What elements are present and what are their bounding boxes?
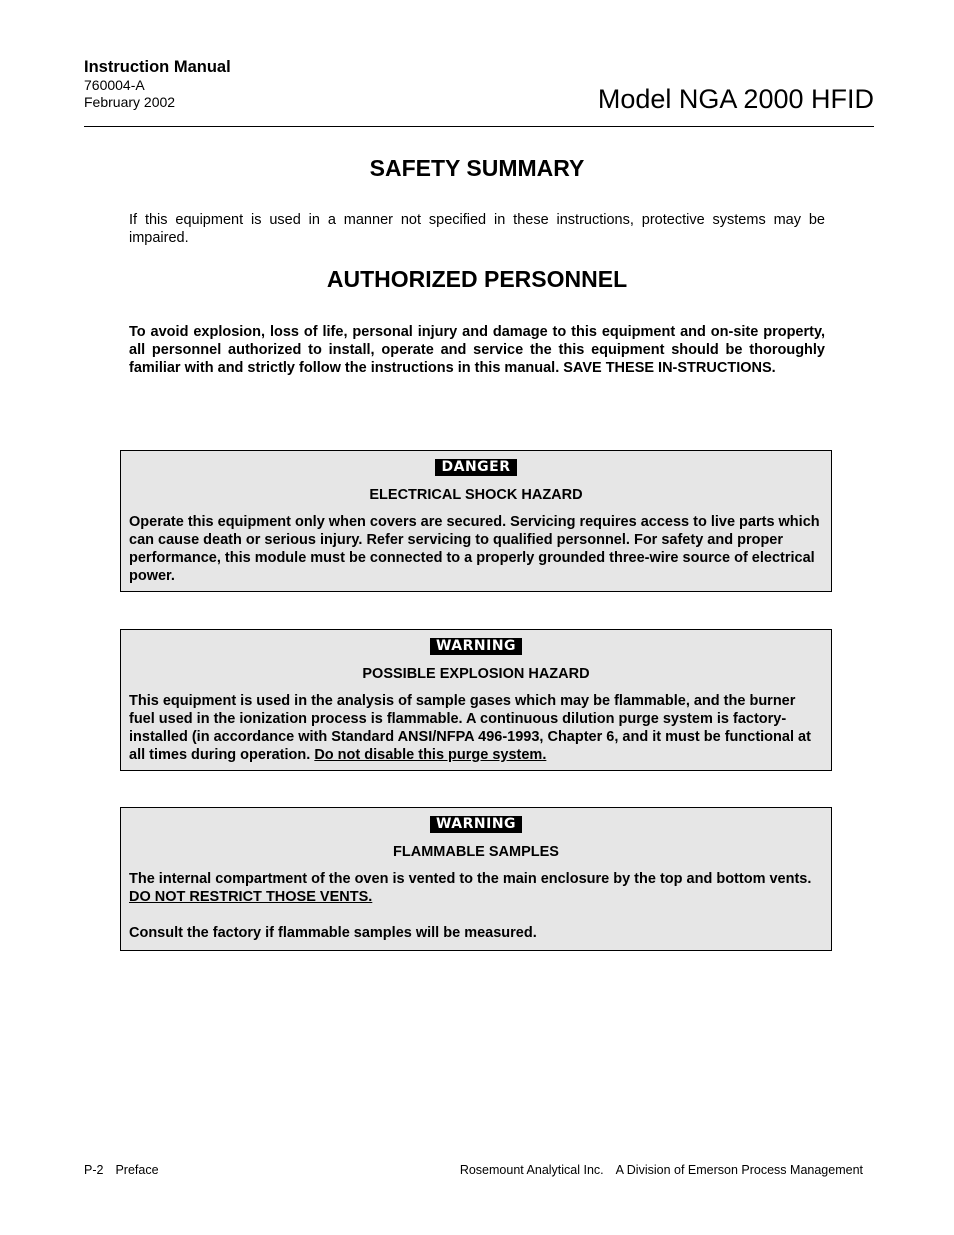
page-number: P-2 — [84, 1163, 104, 1177]
footer-right — [460, 1163, 863, 1177]
header-divider — [84, 126, 874, 127]
footer-company: Rosemount Analytical Inc. — [459, 1163, 604, 1177]
authorized-personnel-title: AUTHORIZED PERSONNEL — [326, 266, 628, 292]
hazard-title: POSSIBLE EXPLOSION HAZARD — [362, 666, 590, 682]
document-type: Instruction Manual — [84, 58, 231, 76]
hazard-title: ELECTRICAL SHOCK HAZARD — [369, 487, 583, 503]
hazard-text: This equipment is used in the analysis of sample gases which may be flammable, and the burner fuel used in the ionization process is flammable. A continuous dilution purge system is factory-installed (in accordance with Standard ANSI/NFPA 496-1993, Chapter 6, and it must be functional at all times during operation. — [129, 693, 811, 763]
hazard-emphasis: DO NOT RESTRICT THOSE VENTS. — [129, 889, 373, 905]
hazard-text-block — [129, 870, 823, 906]
hazard-text-block — [129, 692, 823, 764]
hazard-note: Consult the factory if flammable samples will be measured. — [129, 925, 537, 941]
document-number: 760004-A — [84, 77, 145, 93]
danger-label: DANGER — [435, 459, 516, 476]
hazard-emphasis: Do not disable this purge system. — [314, 747, 547, 763]
footer-left — [84, 1163, 159, 1177]
hazard-title: FLAMMABLE SAMPLES — [393, 844, 559, 860]
safety-summary-title: SAFETY SUMMARY — [369, 155, 585, 181]
document-header — [84, 57, 231, 111]
document-date: February 2002 — [84, 94, 176, 110]
hazard-text: The internal compartment of the oven is vented to the main enclosure by the top and bottom vents. — [129, 871, 812, 887]
safety-summary-text: If this equipment is used in a manner not specified in these instructions, protective systems may be impaired. — [129, 212, 825, 246]
hazard-text: Operate this equipment only when covers are secured. Servicing requires access to live parts which can cause death or serious injury. Refer servicing to qualified personnel. For safety and proper performance, this module must be connected to a properly grounded three-wire source of electrical power. — [129, 514, 820, 584]
warning-box-flammable-samples — [120, 807, 832, 951]
model-title: Model NGA 2000 HFID — [597, 84, 874, 114]
warning-label: WARNING — [430, 816, 522, 833]
danger-box-electrical-shock — [120, 450, 832, 592]
footer-division: A Division of Emerson Process Management — [615, 1163, 863, 1177]
warning-label: WARNING — [430, 638, 522, 655]
warning-box-explosion-hazard — [120, 629, 832, 771]
authorized-personnel-text: To avoid explosion, loss of life, personal injury and damage to this equipment and on-site property, all personnel authorized to install, operate and service the this equipment should be thoroughly familiar with and strictly follow the instructions in this manual. SAVE THESE IN-STRUCTIONS. — [129, 324, 825, 376]
footer-section: Preface — [115, 1163, 159, 1177]
